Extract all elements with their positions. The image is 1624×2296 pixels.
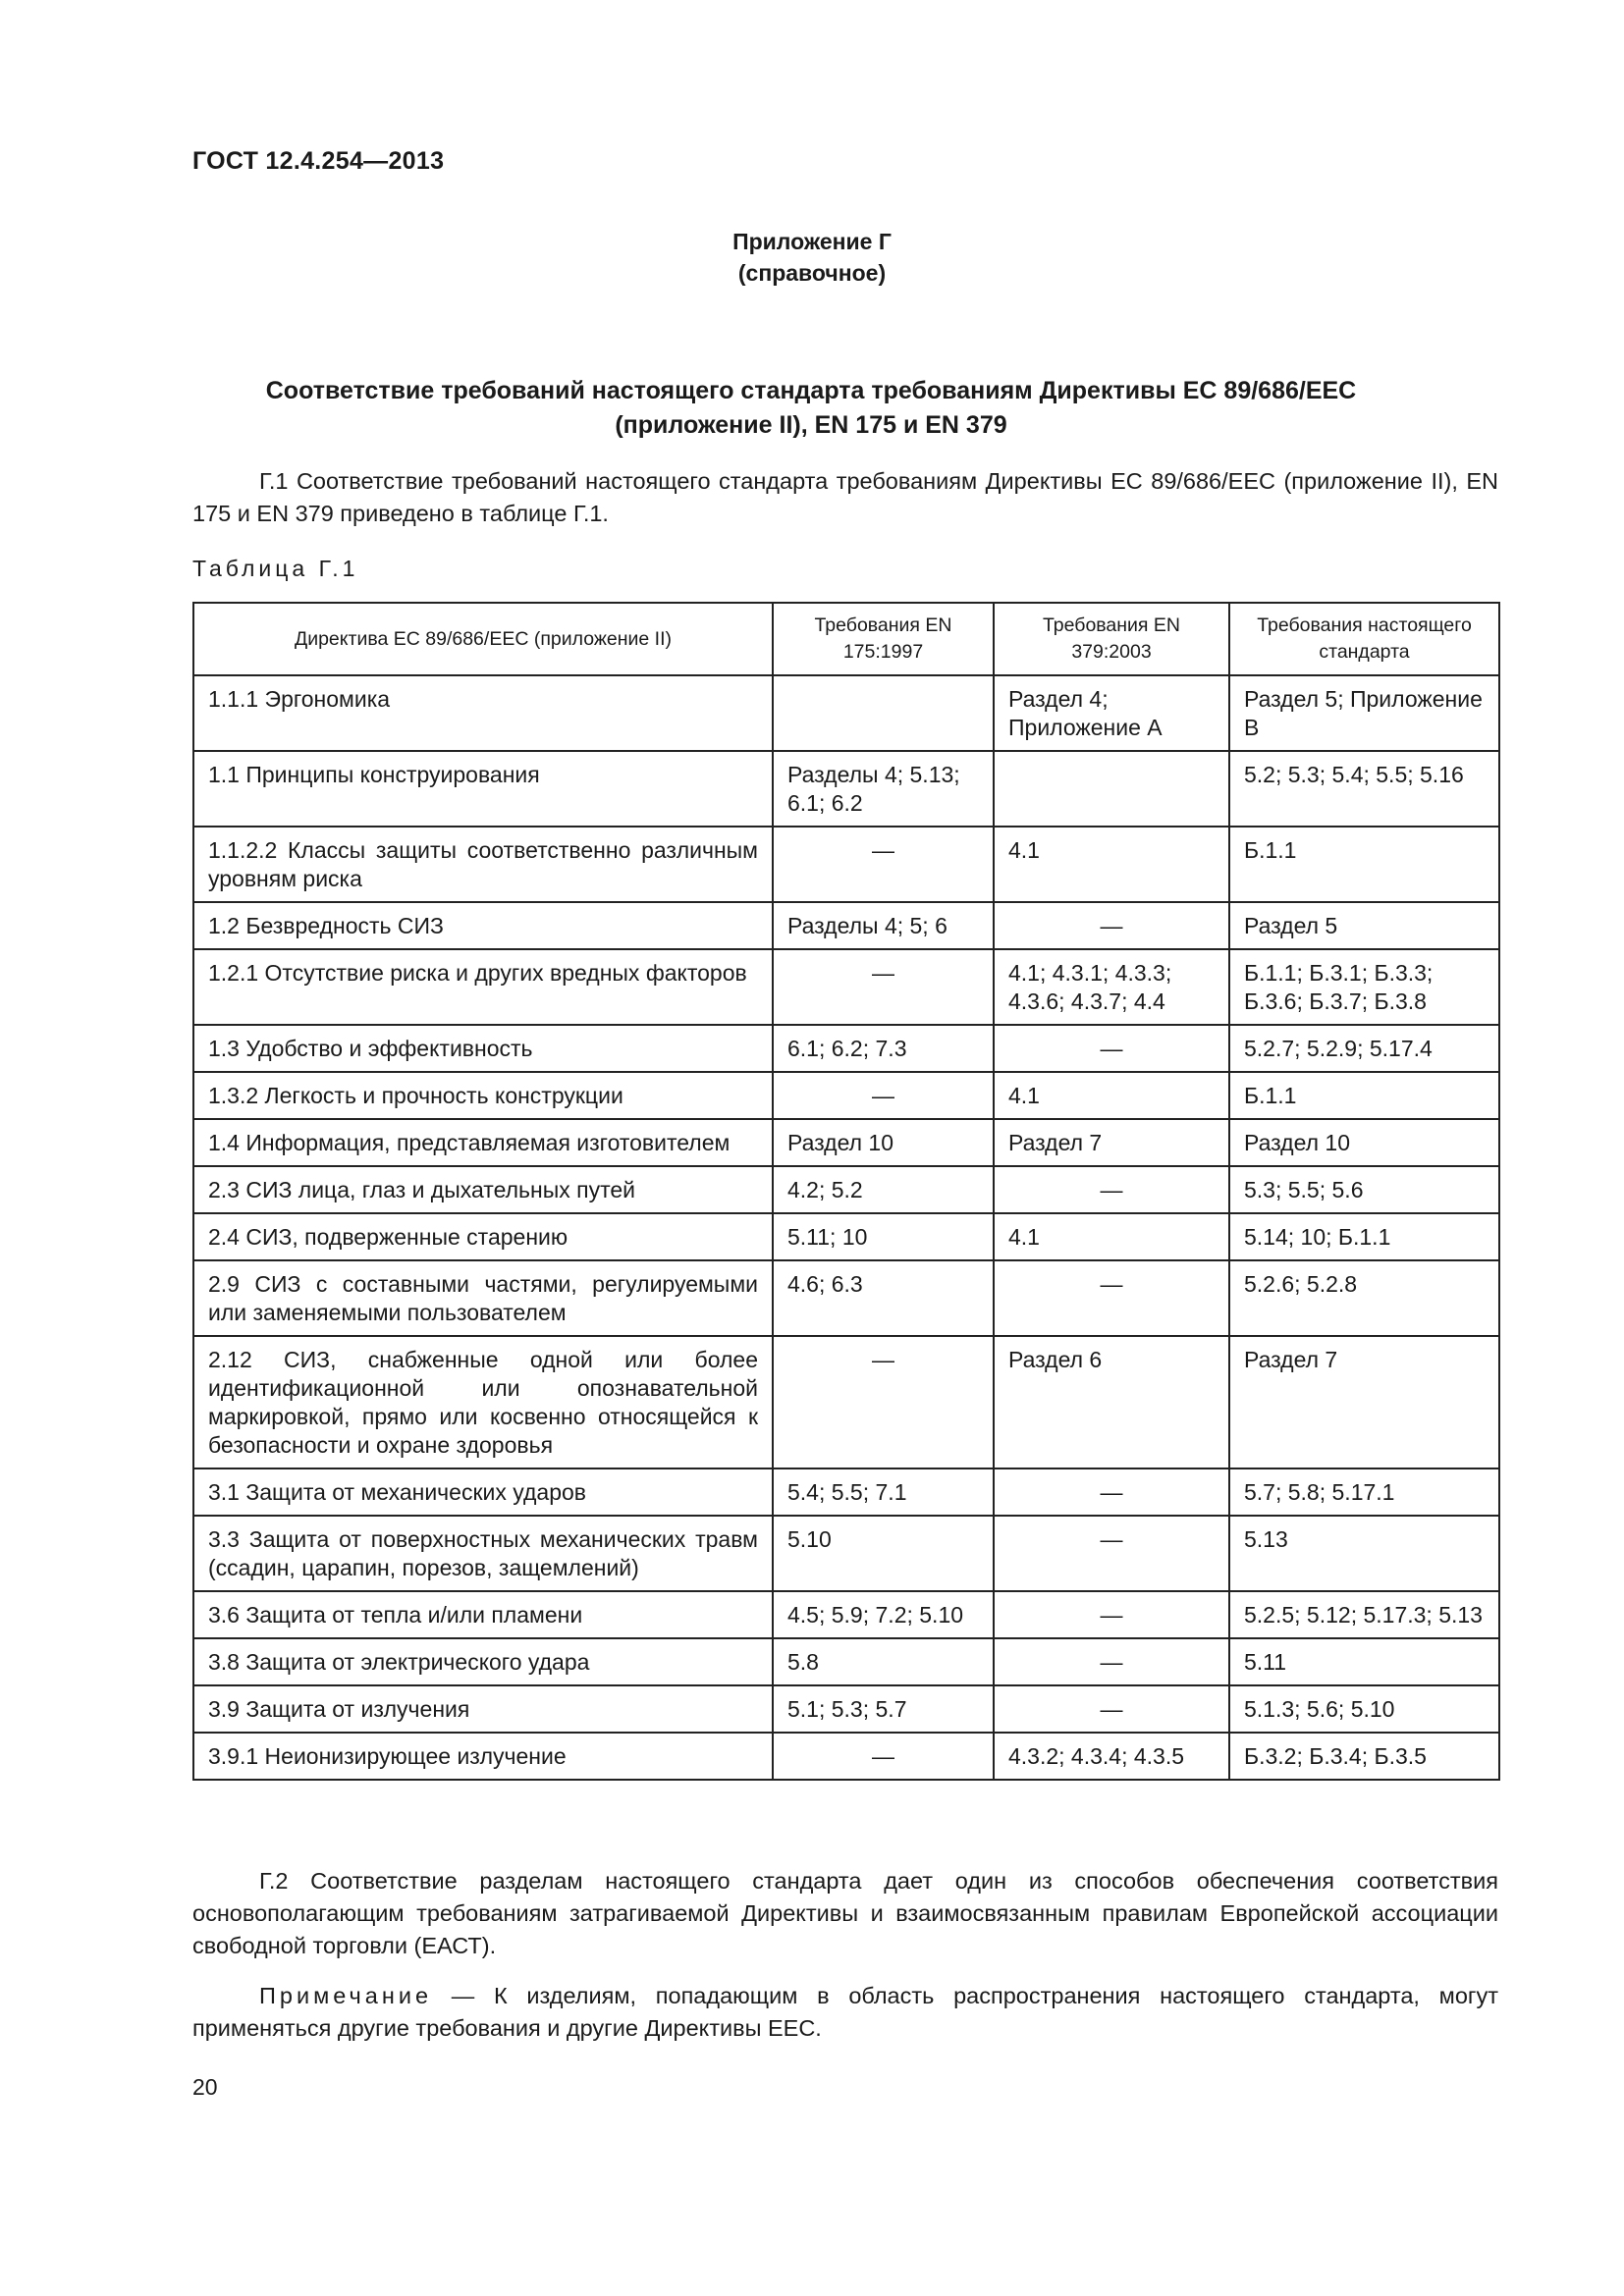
table-row xyxy=(193,1166,1499,1213)
table-cell: Раздел 5; Приложение В xyxy=(1229,675,1499,751)
table-cell: 5.11 xyxy=(1229,1638,1499,1685)
table-row xyxy=(193,1591,1499,1638)
appendix-title: Приложение Г xyxy=(732,229,892,254)
table-row xyxy=(193,949,1499,1025)
table-cell: 3.9.1 Неионизирующее излучение xyxy=(193,1733,773,1780)
table-cell: 5.7; 5.8; 5.17.1 xyxy=(1229,1468,1499,1516)
header-this-standard: Требования настоящего стандарта xyxy=(1229,603,1499,675)
table-cell: 1.2 Безвредность СИЗ xyxy=(193,902,773,949)
table-row xyxy=(193,1213,1499,1260)
table-cell: 1.2.1 Отсутствие риска и других вредных факторов xyxy=(193,949,773,1025)
table-cell: 2.12 СИЗ, снабженные одной или более идентификационной или опознавательной маркировкой, прямо или косвенно относящейся к безопасности и охране здоровья xyxy=(193,1336,773,1468)
appendix-type: (справочное) xyxy=(737,260,887,286)
table-cell xyxy=(773,675,994,751)
table-cell: 4.1 xyxy=(994,827,1229,902)
table-cell: — xyxy=(994,1260,1229,1336)
table-cell: Раздел 7 xyxy=(994,1119,1229,1166)
page-number: 20 xyxy=(192,2074,218,2100)
table-cell: 5.11; 10 xyxy=(773,1213,994,1260)
table-cell: 3.8 Защита от электрического удара xyxy=(193,1638,773,1685)
table-cell: Раздел 6 xyxy=(994,1336,1229,1468)
table-cell: — xyxy=(994,1166,1229,1213)
table-cell: 5.2.5; 5.12; 5.17.3; 5.13 xyxy=(1229,1591,1499,1638)
table-row xyxy=(193,1468,1499,1516)
table-cell: 5.14; 10; Б.1.1 xyxy=(1229,1213,1499,1260)
table-row xyxy=(193,1260,1499,1336)
paragraph-g1: Г.1 Соответствие требований настоящего стандарта требованиям Директивы ЕС 89/686/EEC (приложение II), EN 175 и EN 379 приведено в таблице Г.1. xyxy=(192,468,1498,526)
table-cell: 2.4 СИЗ, подверженные старению xyxy=(193,1213,773,1260)
table-cell: Б.1.1 xyxy=(1229,1072,1499,1119)
table-row xyxy=(193,1119,1499,1166)
paragraph-g2: Г.2 Соответствие разделам настоящего стандарта дает один из способов обеспечения соответствия основополагающим требованиям затрагиваемой Директивы и взаимосвязанным правилам Европейской ассоциации свободной торговли (ЕАСТ). xyxy=(192,1868,1498,1958)
table-cell: Раздел 5 xyxy=(1229,902,1499,949)
table-cell: — xyxy=(994,902,1229,949)
table-cell: 3.3 Защита от поверхностных механических травм (ссадин, царапин, порезов, защемлений) xyxy=(193,1516,773,1591)
table-row xyxy=(193,1733,1499,1780)
table-row xyxy=(193,827,1499,902)
table-cell: 4.6; 6.3 xyxy=(773,1260,994,1336)
table-cell: — xyxy=(994,1468,1229,1516)
table-cell: — xyxy=(994,1591,1229,1638)
table-row xyxy=(193,1516,1499,1591)
table-cell: 3.6 Защита от тепла и/или пламени xyxy=(193,1591,773,1638)
table-cell: 1.4 Информация, представляемая изготовителем xyxy=(193,1119,773,1166)
table-cell: 5.2.7; 5.2.9; 5.17.4 xyxy=(1229,1025,1499,1072)
table-cell: Раздел 4; Приложение А xyxy=(994,675,1229,751)
table-cell: 4.2; 5.2 xyxy=(773,1166,994,1213)
table-cell: 5.3; 5.5; 5.6 xyxy=(1229,1166,1499,1213)
table-cell: — xyxy=(994,1638,1229,1685)
table-row xyxy=(193,751,1499,827)
table-cell: 5.13 xyxy=(1229,1516,1499,1591)
heading-line-1: Соответствие требований настоящего стандарта требованиям Директивы ЕС 89/686/EEC xyxy=(265,377,1357,404)
table-cell: — xyxy=(994,1025,1229,1072)
table-cell: Разделы 4; 5; 6 xyxy=(773,902,994,949)
table-cell: 5.4; 5.5; 7.1 xyxy=(773,1468,994,1516)
table-cell: 5.1.3; 5.6; 5.10 xyxy=(1229,1685,1499,1733)
note-text: — К изделиям, попадающим в область распространения настоящего стандарта, могут применяться другие требования и другие Директивы EEC. xyxy=(192,1983,1498,2041)
table-cell: Раздел 10 xyxy=(1229,1119,1499,1166)
table-cell: — xyxy=(773,1072,994,1119)
table-header-row xyxy=(193,603,1499,675)
header-directive: Директива ЕС 89/686/EEC (приложение II) xyxy=(193,603,773,675)
correspondence-table xyxy=(192,602,1500,1781)
table-cell: 3.9 Защита от излучения xyxy=(193,1685,773,1733)
table-cell: — xyxy=(773,1733,994,1780)
table-cell: 1.1.1 Эргономика xyxy=(193,675,773,751)
table-cell: Разделы 4; 5.13; 6.1; 6.2 xyxy=(773,751,994,827)
table-cell: — xyxy=(773,1336,994,1468)
table-cell: 5.8 xyxy=(773,1638,994,1685)
table-cell: 2.3 СИЗ лица, глаз и дыхательных путей xyxy=(193,1166,773,1213)
table-caption: Таблица Г.1 xyxy=(192,556,359,581)
section-heading xyxy=(192,374,1430,443)
table-row xyxy=(193,1072,1499,1119)
table-cell: 4.3.2; 4.3.4; 4.3.5 xyxy=(994,1733,1229,1780)
table-cell: 2.9 СИЗ с составными частями, регулируемыми или заменяемыми пользователем xyxy=(193,1260,773,1336)
table-cell: 1.3 Удобство и эффективность xyxy=(193,1025,773,1072)
table-cell: Раздел 7 xyxy=(1229,1336,1499,1468)
table-cell: 6.1; 6.2; 7.3 xyxy=(773,1025,994,1072)
table-row xyxy=(193,1685,1499,1733)
table-cell: — xyxy=(773,827,994,902)
table-cell: — xyxy=(994,1685,1229,1733)
table-row xyxy=(193,1638,1499,1685)
table-cell: 5.10 xyxy=(773,1516,994,1591)
header-en379: Требования EN 379:2003 xyxy=(994,603,1229,675)
header-en175: Требования EN 175:1997 xyxy=(773,603,994,675)
table-row xyxy=(193,1025,1499,1072)
table-cell: 1.1.2.2 Классы защиты соответственно различным уровням риска xyxy=(193,827,773,902)
table-cell xyxy=(994,751,1229,827)
document-id: ГОСТ 12.4.254—2013 xyxy=(192,147,445,175)
note xyxy=(192,1980,1498,2045)
table-cell: 1.1 Принципы конструирования xyxy=(193,751,773,827)
table-body xyxy=(193,675,1499,1780)
table-row xyxy=(193,675,1499,751)
table-cell: Б.3.2; Б.3.4; Б.3.5 xyxy=(1229,1733,1499,1780)
table-cell: — xyxy=(773,949,994,1025)
table-cell: Б.1.1 xyxy=(1229,827,1499,902)
table-cell: 5.1; 5.3; 5.7 xyxy=(773,1685,994,1733)
note-label: Примечание xyxy=(259,1983,433,2008)
heading-line-2: (приложение II), EN 175 и EN 379 xyxy=(615,411,1007,439)
table-cell: Раздел 10 xyxy=(773,1119,994,1166)
table-row xyxy=(193,902,1499,949)
table-cell: 5.2.6; 5.2.8 xyxy=(1229,1260,1499,1336)
table-cell: 1.3.2 Легкость и прочность конструкции xyxy=(193,1072,773,1119)
appendix-header xyxy=(0,226,1624,289)
table-row xyxy=(193,1336,1499,1468)
table-cell: 4.1; 4.3.1; 4.3.3; 4.3.6; 4.3.7; 4.4 xyxy=(994,949,1229,1025)
table-cell: 4.5; 5.9; 7.2; 5.10 xyxy=(773,1591,994,1638)
table-cell: 4.1 xyxy=(994,1072,1229,1119)
table-cell: Б.1.1; Б.3.1; Б.3.3; Б.3.6; Б.3.7; Б.3.8 xyxy=(1229,949,1499,1025)
table-cell: 5.2; 5.3; 5.4; 5.5; 5.16 xyxy=(1229,751,1499,827)
table-cell: 3.1 Защита от механических ударов xyxy=(193,1468,773,1516)
table-cell: — xyxy=(994,1516,1229,1591)
table-cell: 4.1 xyxy=(994,1213,1229,1260)
